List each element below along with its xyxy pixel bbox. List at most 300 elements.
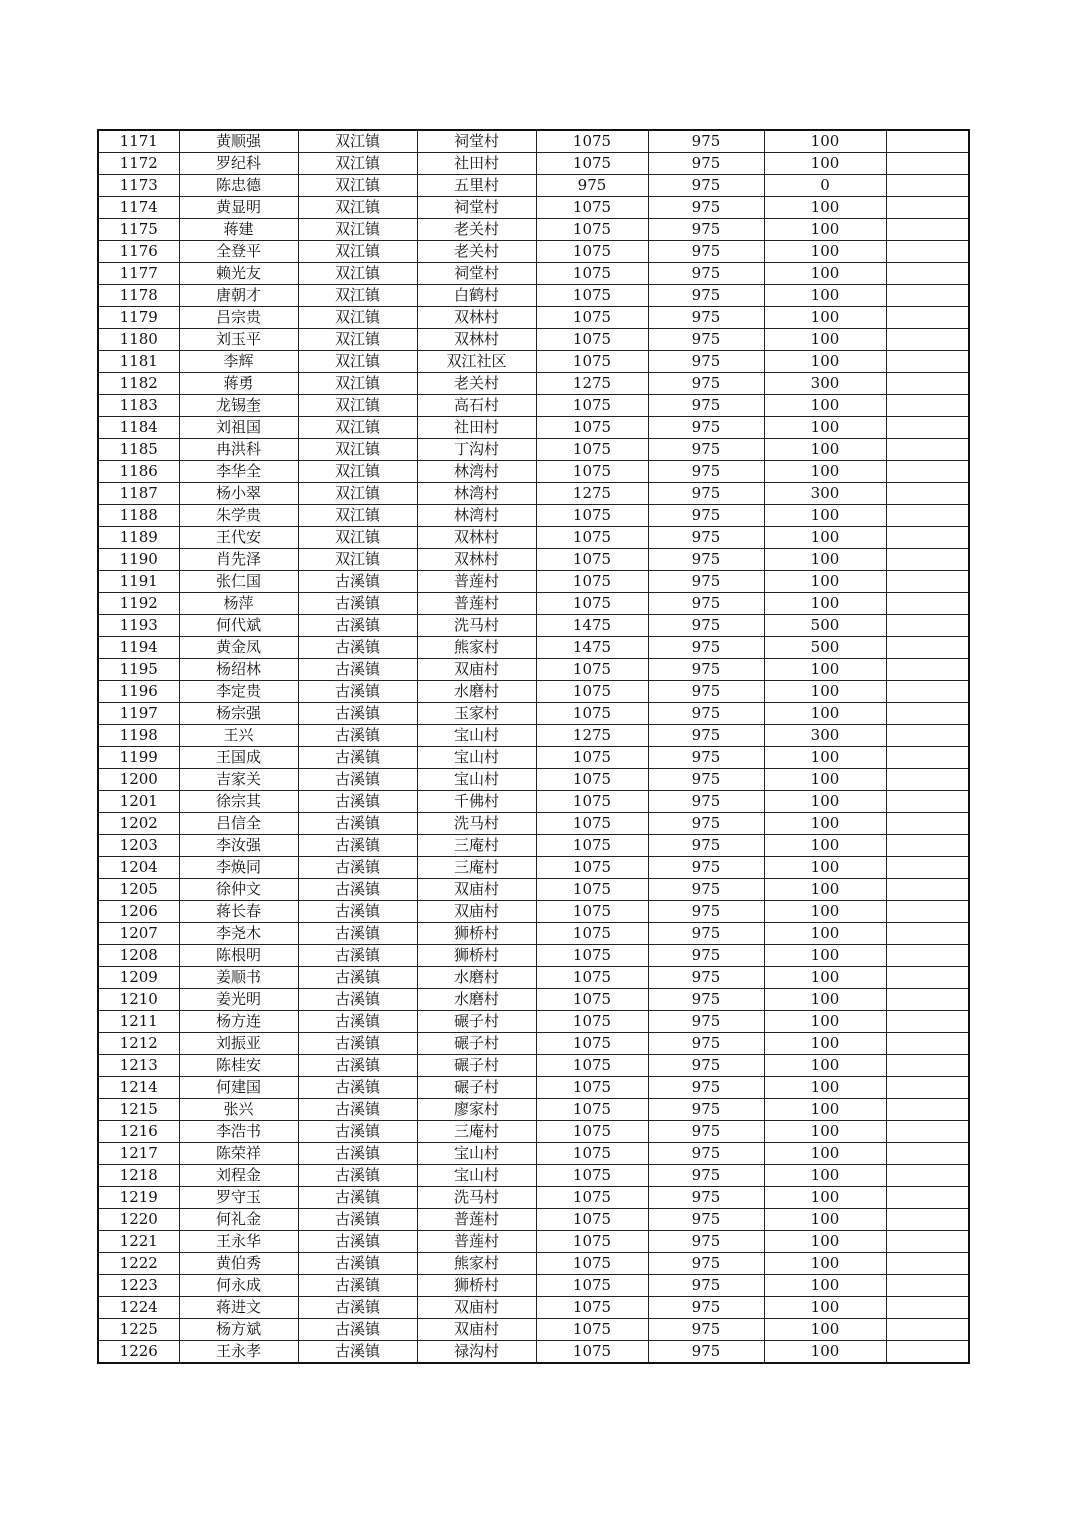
name-cell: 蒋勇 bbox=[179, 373, 298, 395]
difference-cell: 100 bbox=[764, 130, 886, 153]
village-cell: 禄沟村 bbox=[417, 1341, 536, 1364]
village-cell: 高石村 bbox=[417, 395, 536, 417]
amount-cell: 1075 bbox=[536, 945, 648, 967]
amount-cell: 1075 bbox=[536, 1011, 648, 1033]
serial-cell: 1214 bbox=[98, 1077, 179, 1099]
name-cell: 李焕同 bbox=[179, 857, 298, 879]
difference-cell: 100 bbox=[764, 857, 886, 879]
town-cell: 双江镇 bbox=[298, 219, 417, 241]
standard-cell: 975 bbox=[648, 659, 764, 681]
standard-cell: 975 bbox=[648, 1275, 764, 1297]
serial-cell: 1217 bbox=[98, 1143, 179, 1165]
serial-cell: 1211 bbox=[98, 1011, 179, 1033]
standard-cell: 975 bbox=[648, 901, 764, 923]
town-cell: 古溪镇 bbox=[298, 703, 417, 725]
serial-cell: 1216 bbox=[98, 1121, 179, 1143]
village-cell: 狮桥村 bbox=[417, 1275, 536, 1297]
name-cell: 李浩书 bbox=[179, 1121, 298, 1143]
serial-cell: 1176 bbox=[98, 241, 179, 263]
name-cell: 刘玉平 bbox=[179, 329, 298, 351]
table-row bbox=[98, 175, 969, 197]
village-cell: 普莲村 bbox=[417, 593, 536, 615]
name-cell: 刘振亚 bbox=[179, 1033, 298, 1055]
table-row bbox=[98, 439, 969, 461]
serial-cell: 1174 bbox=[98, 197, 179, 219]
town-cell: 双江镇 bbox=[298, 461, 417, 483]
remark-cell bbox=[886, 549, 969, 571]
town-cell: 古溪镇 bbox=[298, 1033, 417, 1055]
difference-cell: 100 bbox=[764, 791, 886, 813]
standard-cell: 975 bbox=[648, 351, 764, 373]
serial-cell: 1189 bbox=[98, 527, 179, 549]
difference-cell: 100 bbox=[764, 1275, 886, 1297]
standard-cell: 975 bbox=[648, 571, 764, 593]
village-cell: 老关村 bbox=[417, 219, 536, 241]
standard-cell: 975 bbox=[648, 703, 764, 725]
name-cell: 吕信全 bbox=[179, 813, 298, 835]
table-row bbox=[98, 263, 969, 285]
name-cell: 李汝强 bbox=[179, 835, 298, 857]
table-row bbox=[98, 681, 969, 703]
standard-cell: 975 bbox=[648, 1143, 764, 1165]
serial-cell: 1212 bbox=[98, 1033, 179, 1055]
difference-cell: 100 bbox=[764, 417, 886, 439]
table-row bbox=[98, 1253, 969, 1275]
table-row bbox=[98, 659, 969, 681]
difference-cell: 300 bbox=[764, 725, 886, 747]
remark-cell bbox=[886, 1077, 969, 1099]
remark-cell bbox=[886, 923, 969, 945]
table-row bbox=[98, 1209, 969, 1231]
table-row bbox=[98, 1297, 969, 1319]
serial-cell: 1198 bbox=[98, 725, 179, 747]
name-cell: 杨小翠 bbox=[179, 483, 298, 505]
village-cell: 祠堂村 bbox=[417, 130, 536, 153]
difference-cell: 100 bbox=[764, 1099, 886, 1121]
table-row bbox=[98, 197, 969, 219]
remark-cell bbox=[886, 505, 969, 527]
name-cell: 吕宗贵 bbox=[179, 307, 298, 329]
serial-cell: 1185 bbox=[98, 439, 179, 461]
difference-cell: 100 bbox=[764, 1033, 886, 1055]
amount-cell: 1075 bbox=[536, 1209, 648, 1231]
name-cell: 张仁国 bbox=[179, 571, 298, 593]
remark-cell bbox=[886, 659, 969, 681]
difference-cell: 100 bbox=[764, 703, 886, 725]
standard-cell: 975 bbox=[648, 1099, 764, 1121]
remark-cell bbox=[886, 703, 969, 725]
village-cell: 碾子村 bbox=[417, 1055, 536, 1077]
table-row bbox=[98, 835, 969, 857]
serial-cell: 1188 bbox=[98, 505, 179, 527]
amount-cell: 1075 bbox=[536, 967, 648, 989]
town-cell: 双江镇 bbox=[298, 285, 417, 307]
serial-cell: 1223 bbox=[98, 1275, 179, 1297]
amount-cell: 1075 bbox=[536, 1341, 648, 1364]
table-row bbox=[98, 1341, 969, 1364]
standard-cell: 975 bbox=[648, 637, 764, 659]
village-cell: 宝山村 bbox=[417, 725, 536, 747]
table-row bbox=[98, 1165, 969, 1187]
table-row bbox=[98, 593, 969, 615]
name-cell: 陈桂安 bbox=[179, 1055, 298, 1077]
town-cell: 双江镇 bbox=[298, 549, 417, 571]
serial-cell: 1178 bbox=[98, 285, 179, 307]
difference-cell: 100 bbox=[764, 593, 886, 615]
remark-cell bbox=[886, 329, 969, 351]
table-row bbox=[98, 1011, 969, 1033]
table-row bbox=[98, 1231, 969, 1253]
standard-cell: 975 bbox=[648, 615, 764, 637]
name-cell: 杨方连 bbox=[179, 1011, 298, 1033]
difference-cell: 100 bbox=[764, 1253, 886, 1275]
standard-cell: 975 bbox=[648, 967, 764, 989]
serial-cell: 1206 bbox=[98, 901, 179, 923]
serial-cell: 1182 bbox=[98, 373, 179, 395]
standard-cell: 975 bbox=[648, 329, 764, 351]
serial-cell: 1177 bbox=[98, 263, 179, 285]
name-cell: 姜顺书 bbox=[179, 967, 298, 989]
village-cell: 双庙村 bbox=[417, 659, 536, 681]
standard-cell: 975 bbox=[648, 527, 764, 549]
serial-cell: 1199 bbox=[98, 747, 179, 769]
name-cell: 李辉 bbox=[179, 351, 298, 373]
town-cell: 古溪镇 bbox=[298, 1099, 417, 1121]
village-cell: 洗马村 bbox=[417, 615, 536, 637]
standard-cell: 975 bbox=[648, 219, 764, 241]
village-cell: 普莲村 bbox=[417, 1209, 536, 1231]
amount-cell: 1075 bbox=[536, 219, 648, 241]
name-cell: 陈荣祥 bbox=[179, 1143, 298, 1165]
serial-cell: 1203 bbox=[98, 835, 179, 857]
village-cell: 普莲村 bbox=[417, 571, 536, 593]
difference-cell: 100 bbox=[764, 351, 886, 373]
table-row bbox=[98, 857, 969, 879]
remark-cell bbox=[886, 725, 969, 747]
village-cell: 三庵村 bbox=[417, 1121, 536, 1143]
village-cell: 碾子村 bbox=[417, 1077, 536, 1099]
village-cell: 宝山村 bbox=[417, 1143, 536, 1165]
standard-cell: 975 bbox=[648, 879, 764, 901]
village-cell: 双林村 bbox=[417, 307, 536, 329]
remark-cell bbox=[886, 1033, 969, 1055]
village-cell: 双林村 bbox=[417, 527, 536, 549]
name-cell: 全登平 bbox=[179, 241, 298, 263]
difference-cell: 100 bbox=[764, 263, 886, 285]
standard-cell: 975 bbox=[648, 1231, 764, 1253]
serial-cell: 1181 bbox=[98, 351, 179, 373]
remark-cell bbox=[886, 175, 969, 197]
table-row bbox=[98, 637, 969, 659]
village-cell: 五里村 bbox=[417, 175, 536, 197]
amount-cell: 1075 bbox=[536, 197, 648, 219]
town-cell: 古溪镇 bbox=[298, 1297, 417, 1319]
standard-cell: 975 bbox=[648, 791, 764, 813]
town-cell: 古溪镇 bbox=[298, 1143, 417, 1165]
town-cell: 古溪镇 bbox=[298, 879, 417, 901]
difference-cell: 100 bbox=[764, 505, 886, 527]
standard-cell: 975 bbox=[648, 1319, 764, 1341]
difference-cell: 100 bbox=[764, 1209, 886, 1231]
difference-cell: 100 bbox=[764, 989, 886, 1011]
serial-cell: 1208 bbox=[98, 945, 179, 967]
difference-cell: 100 bbox=[764, 967, 886, 989]
village-cell: 双庙村 bbox=[417, 1319, 536, 1341]
remark-cell bbox=[886, 857, 969, 879]
serial-cell: 1194 bbox=[98, 637, 179, 659]
town-cell: 双江镇 bbox=[298, 197, 417, 219]
village-cell: 千佛村 bbox=[417, 791, 536, 813]
standard-cell: 975 bbox=[648, 197, 764, 219]
serial-cell: 1196 bbox=[98, 681, 179, 703]
name-cell: 龙锡奎 bbox=[179, 395, 298, 417]
village-cell: 宝山村 bbox=[417, 1165, 536, 1187]
standard-cell: 975 bbox=[648, 395, 764, 417]
remark-cell bbox=[886, 1099, 969, 1121]
table-row bbox=[98, 901, 969, 923]
town-cell: 古溪镇 bbox=[298, 725, 417, 747]
village-cell: 双林村 bbox=[417, 549, 536, 571]
serial-cell: 1218 bbox=[98, 1165, 179, 1187]
town-cell: 双江镇 bbox=[298, 527, 417, 549]
standard-cell: 975 bbox=[648, 1165, 764, 1187]
town-cell: 古溪镇 bbox=[298, 659, 417, 681]
town-cell: 古溪镇 bbox=[298, 1011, 417, 1033]
serial-cell: 1215 bbox=[98, 1099, 179, 1121]
standard-cell: 975 bbox=[648, 989, 764, 1011]
village-cell: 碾子村 bbox=[417, 1033, 536, 1055]
amount-cell: 1075 bbox=[536, 901, 648, 923]
difference-cell: 100 bbox=[764, 1121, 886, 1143]
town-cell: 古溪镇 bbox=[298, 681, 417, 703]
village-cell: 水磨村 bbox=[417, 989, 536, 1011]
amount-cell: 1075 bbox=[536, 923, 648, 945]
difference-cell: 100 bbox=[764, 571, 886, 593]
difference-cell: 100 bbox=[764, 1165, 886, 1187]
town-cell: 古溪镇 bbox=[298, 1209, 417, 1231]
town-cell: 古溪镇 bbox=[298, 835, 417, 857]
standard-cell: 975 bbox=[648, 1055, 764, 1077]
village-cell: 洗马村 bbox=[417, 1187, 536, 1209]
remark-cell bbox=[886, 1143, 969, 1165]
town-cell: 古溪镇 bbox=[298, 989, 417, 1011]
village-cell: 双庙村 bbox=[417, 901, 536, 923]
village-cell: 廖家村 bbox=[417, 1099, 536, 1121]
table-row bbox=[98, 967, 969, 989]
serial-cell: 1173 bbox=[98, 175, 179, 197]
table-row bbox=[98, 769, 969, 791]
town-cell: 双江镇 bbox=[298, 351, 417, 373]
remark-cell bbox=[886, 483, 969, 505]
table-row bbox=[98, 1077, 969, 1099]
difference-cell: 100 bbox=[764, 879, 886, 901]
name-cell: 朱学贵 bbox=[179, 505, 298, 527]
standard-cell: 975 bbox=[648, 725, 764, 747]
remark-cell bbox=[886, 1297, 969, 1319]
remark-cell bbox=[886, 395, 969, 417]
village-cell: 碾子村 bbox=[417, 1011, 536, 1033]
remark-cell bbox=[886, 901, 969, 923]
town-cell: 古溪镇 bbox=[298, 1319, 417, 1341]
village-cell: 熊家村 bbox=[417, 1253, 536, 1275]
name-cell: 冉洪科 bbox=[179, 439, 298, 461]
serial-cell: 1205 bbox=[98, 879, 179, 901]
remark-cell bbox=[886, 263, 969, 285]
village-cell: 宝山村 bbox=[417, 747, 536, 769]
town-cell: 双江镇 bbox=[298, 329, 417, 351]
town-cell: 古溪镇 bbox=[298, 571, 417, 593]
table-row bbox=[98, 527, 969, 549]
name-cell: 张兴 bbox=[179, 1099, 298, 1121]
amount-cell: 1275 bbox=[536, 725, 648, 747]
difference-cell: 100 bbox=[764, 1231, 886, 1253]
amount-cell: 1075 bbox=[536, 1055, 648, 1077]
remark-cell bbox=[886, 373, 969, 395]
name-cell: 蒋进文 bbox=[179, 1297, 298, 1319]
standard-cell: 975 bbox=[648, 417, 764, 439]
remark-cell bbox=[886, 439, 969, 461]
village-cell: 祠堂村 bbox=[417, 263, 536, 285]
village-cell: 白鹤村 bbox=[417, 285, 536, 307]
standard-cell: 975 bbox=[648, 461, 764, 483]
town-cell: 古溪镇 bbox=[298, 615, 417, 637]
remark-cell bbox=[886, 527, 969, 549]
remark-cell bbox=[886, 945, 969, 967]
serial-cell: 1210 bbox=[98, 989, 179, 1011]
difference-cell: 100 bbox=[764, 1187, 886, 1209]
remark-cell bbox=[886, 1341, 969, 1364]
serial-cell: 1184 bbox=[98, 417, 179, 439]
amount-cell: 1075 bbox=[536, 241, 648, 263]
table-row bbox=[98, 395, 969, 417]
amount-cell: 1075 bbox=[536, 549, 648, 571]
amount-cell: 1075 bbox=[536, 1165, 648, 1187]
serial-cell: 1201 bbox=[98, 791, 179, 813]
town-cell: 古溪镇 bbox=[298, 1055, 417, 1077]
remark-cell bbox=[886, 461, 969, 483]
amount-cell: 1075 bbox=[536, 1253, 648, 1275]
serial-cell: 1202 bbox=[98, 813, 179, 835]
serial-cell: 1213 bbox=[98, 1055, 179, 1077]
town-cell: 古溪镇 bbox=[298, 1341, 417, 1364]
difference-cell: 100 bbox=[764, 1011, 886, 1033]
town-cell: 双江镇 bbox=[298, 505, 417, 527]
table-row bbox=[98, 1055, 969, 1077]
remark-cell bbox=[886, 417, 969, 439]
standard-cell: 975 bbox=[648, 175, 764, 197]
town-cell: 古溪镇 bbox=[298, 791, 417, 813]
serial-cell: 1179 bbox=[98, 307, 179, 329]
town-cell: 古溪镇 bbox=[298, 945, 417, 967]
amount-cell: 1075 bbox=[536, 571, 648, 593]
name-cell: 杨方斌 bbox=[179, 1319, 298, 1341]
standard-cell: 975 bbox=[648, 549, 764, 571]
town-cell: 双江镇 bbox=[298, 130, 417, 153]
town-cell: 古溪镇 bbox=[298, 1121, 417, 1143]
name-cell: 刘程金 bbox=[179, 1165, 298, 1187]
village-cell: 丁沟村 bbox=[417, 439, 536, 461]
standard-cell: 975 bbox=[648, 153, 764, 175]
standard-cell: 975 bbox=[648, 681, 764, 703]
difference-cell: 100 bbox=[764, 1319, 886, 1341]
remark-cell bbox=[886, 637, 969, 659]
standard-cell: 975 bbox=[648, 835, 764, 857]
town-cell: 双江镇 bbox=[298, 417, 417, 439]
town-cell: 古溪镇 bbox=[298, 967, 417, 989]
village-cell: 洗马村 bbox=[417, 813, 536, 835]
remark-cell bbox=[886, 1319, 969, 1341]
name-cell: 吉家关 bbox=[179, 769, 298, 791]
table-row bbox=[98, 1143, 969, 1165]
town-cell: 双江镇 bbox=[298, 175, 417, 197]
town-cell: 双江镇 bbox=[298, 395, 417, 417]
serial-cell: 1204 bbox=[98, 857, 179, 879]
amount-cell: 1075 bbox=[536, 1143, 648, 1165]
serial-cell: 1187 bbox=[98, 483, 179, 505]
table-row bbox=[98, 747, 969, 769]
remark-cell bbox=[886, 1231, 969, 1253]
serial-cell: 1186 bbox=[98, 461, 179, 483]
amount-cell: 1075 bbox=[536, 593, 648, 615]
table-row bbox=[98, 219, 969, 241]
table-row bbox=[98, 571, 969, 593]
difference-cell: 100 bbox=[764, 1143, 886, 1165]
remark-cell bbox=[886, 1011, 969, 1033]
amount-cell: 1075 bbox=[536, 285, 648, 307]
serial-cell: 1171 bbox=[98, 130, 179, 153]
remark-cell bbox=[886, 747, 969, 769]
table-row bbox=[98, 725, 969, 747]
name-cell: 李华全 bbox=[179, 461, 298, 483]
amount-cell: 1075 bbox=[536, 439, 648, 461]
name-cell: 徐仲文 bbox=[179, 879, 298, 901]
amount-cell: 975 bbox=[536, 175, 648, 197]
table-row bbox=[98, 329, 969, 351]
standard-cell: 975 bbox=[648, 241, 764, 263]
name-cell: 杨萍 bbox=[179, 593, 298, 615]
village-cell: 普莲村 bbox=[417, 1231, 536, 1253]
amount-cell: 1075 bbox=[536, 130, 648, 153]
village-cell: 玉家村 bbox=[417, 703, 536, 725]
town-cell: 古溪镇 bbox=[298, 857, 417, 879]
amount-cell: 1075 bbox=[536, 1297, 648, 1319]
amount-cell: 1075 bbox=[536, 747, 648, 769]
difference-cell: 100 bbox=[764, 813, 886, 835]
town-cell: 古溪镇 bbox=[298, 923, 417, 945]
village-cell: 双庙村 bbox=[417, 1297, 536, 1319]
serial-cell: 1195 bbox=[98, 659, 179, 681]
difference-cell: 500 bbox=[764, 615, 886, 637]
amount-cell: 1075 bbox=[536, 769, 648, 791]
town-cell: 双江镇 bbox=[298, 307, 417, 329]
remark-cell bbox=[886, 879, 969, 901]
name-cell: 徐宗其 bbox=[179, 791, 298, 813]
standard-cell: 975 bbox=[648, 923, 764, 945]
standard-cell: 975 bbox=[648, 1011, 764, 1033]
table-row bbox=[98, 241, 969, 263]
standard-cell: 975 bbox=[648, 1121, 764, 1143]
difference-cell: 100 bbox=[764, 923, 886, 945]
standard-cell: 975 bbox=[648, 505, 764, 527]
name-cell: 赖光友 bbox=[179, 263, 298, 285]
remark-cell bbox=[886, 989, 969, 1011]
village-cell: 老关村 bbox=[417, 373, 536, 395]
remark-cell bbox=[886, 769, 969, 791]
standard-cell: 975 bbox=[648, 1209, 764, 1231]
town-cell: 古溪镇 bbox=[298, 1187, 417, 1209]
name-cell: 何代斌 bbox=[179, 615, 298, 637]
table-row bbox=[98, 989, 969, 1011]
